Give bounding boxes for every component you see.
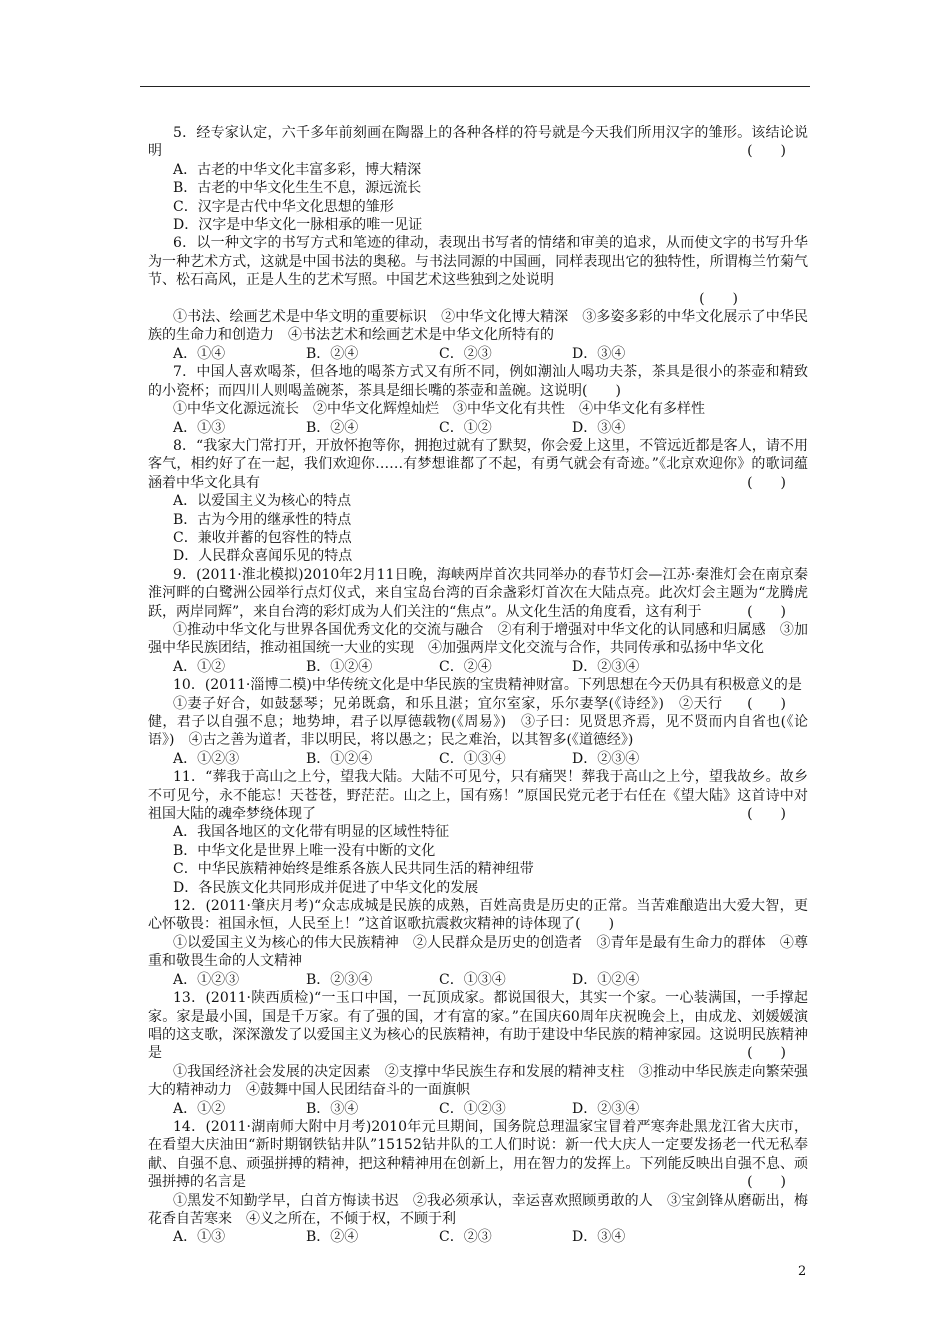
option-b: B．古为今用的继承性的特点 xyxy=(173,511,352,528)
option-d: D．汉字是中华文化一脉相承的唯一见证 xyxy=(173,217,423,234)
question-6 xyxy=(148,234,808,363)
header-rule xyxy=(140,86,810,87)
answer-paren: ( ) xyxy=(747,1045,786,1062)
option-a: A．①② xyxy=(173,1100,226,1117)
option-c: C．②④ xyxy=(439,658,492,675)
option-c: C．汉字是古代中华文化思想的雏形 xyxy=(173,198,394,215)
question-items: ①黑发不知勤学早，白首方悔读书迟 ②我必须承认，幸运喜欢照顾勇敢的人 ③宝剑锋从磨砺出，梅花香自苦寒来 ④义之所在，不倾于权，不顾于利 xyxy=(148,1192,808,1227)
answer-paren: ( ) xyxy=(747,603,786,620)
question-stem: 11．“葬我于高山之上兮，望我大陆。大陆不可见兮，只有痛哭！葬我于高山之上兮，望我故乡。故乡不可见兮，永不能忘！天苍苍，野茫茫。山之上，国有殇！”原国民党元老于右任在《望大陆》这首诗中对祖国大陆的魂牵梦绕体现了 xyxy=(148,769,808,823)
option-row xyxy=(148,1228,808,1246)
option-a: A．我国各地区的文化带有明显的区域性特征 xyxy=(173,824,450,841)
option-b: B．③④ xyxy=(306,1100,359,1117)
question-list xyxy=(148,124,808,1247)
answer-paren: ( ) xyxy=(747,806,786,823)
option-c: C．②③ xyxy=(439,1229,492,1246)
option-row xyxy=(148,345,808,363)
option-c: C．中华民族精神始终是维系各族人民共同生活的精神纽带 xyxy=(173,861,534,878)
option-a: A．以爱国主义为核心的特点 xyxy=(173,493,352,510)
question-stem: 7．中国人喜欢喝茶，但各地的喝茶方式又有所不同，例如潮汕人喝功夫茶，茶具是很小的茶壶和精致的小瓷杯；而四川人则喝盖碗茶，茶具是细长嘴的茶壶和盖碗。这说明( ) xyxy=(148,364,808,399)
question-14 xyxy=(148,1118,808,1247)
option-d: D．③④ xyxy=(572,345,626,362)
option-d: D．②③④ xyxy=(572,1100,640,1117)
answer-paren: ( ) xyxy=(747,474,786,491)
question-13 xyxy=(148,989,808,1118)
option-b: B．①②④ xyxy=(306,658,373,675)
option-row xyxy=(148,658,808,676)
option-row xyxy=(148,1100,808,1118)
option-d: D．各民族文化共同形成并促进了中华文化的发展 xyxy=(173,879,479,896)
option-d: D．③④ xyxy=(572,1229,626,1246)
option-a: A．①② xyxy=(173,658,226,675)
option-d: D．①②④ xyxy=(572,971,640,988)
option-c: C．兼收并蓄的包容性的特点 xyxy=(173,529,352,546)
option-row xyxy=(148,971,808,989)
question-5 xyxy=(148,124,808,234)
question-items: ①中华文化源远流长 ②中华文化辉煌灿烂 ③中华文化有共性 ④中华文化有多样性 xyxy=(173,401,705,418)
question-9 xyxy=(148,566,808,676)
page-number: 2 xyxy=(798,1264,807,1279)
question-items: ①以爱国主义为核心的伟大民族精神 ②人民群众是历史的创造者 ③青年是最有生命力的群体 ④尊重和敬畏生命的人文精神 xyxy=(148,934,808,970)
option-d: D．②③④ xyxy=(572,750,640,767)
option-b: B．②③④ xyxy=(306,971,373,988)
option-c: C．①③④ xyxy=(439,971,506,988)
option-a: A．①③ xyxy=(173,1229,226,1246)
question-stem: 12．(2011·肇庆月考)“众志成城是民族的成熟，百姓高贵是历史的正常。当苦难酿造出大爱大智，更心怀敬畏：祖国永恒，人民至上！”这首讴歌抗震救灾精神的诗体现了( ) xyxy=(148,898,808,933)
option-row xyxy=(148,419,808,437)
option-a: A．①②③ xyxy=(173,750,240,767)
question-7 xyxy=(148,363,808,437)
question-stem: 9．(2011·淮北模拟)2010年2月11日晚，海峡两岸首次共同举办的春节灯会—江苏·秦淮灯会在南京秦淮河畔的白鹭洲公园举行点灯仪式，来自宝岛台湾的百余盏彩灯首次在大陆点亮。此次灯会主题为“龙腾虎跃，两岸同辉”，来自台湾的彩灯成为人们关注的“焦点”。从文化生活的角度看，这有利于 xyxy=(148,566,808,620)
option-b: B．②④ xyxy=(306,419,359,436)
answer-paren: ( ) xyxy=(747,1174,786,1191)
question-8 xyxy=(148,437,808,566)
option-row xyxy=(148,750,808,768)
question-stem: 14．(2011·湖南师大附中月考)2010年元旦期间，国务院总理温家宝冒着严寒奔赴黑龙江省大庆市，在看望大庆油田“新时期钢铁钻井队”15152钻井队的工人们时说：新一代大庆人一定要发扬老一代无私奉献、自强不息、顽强拼搏的精神，把这种精神用在创新上，用在智力的发挥上。下列能反映出自强不息、顽强拼搏的名言是 xyxy=(148,1118,808,1191)
option-a: A．①③ xyxy=(173,419,226,436)
question-stem: 13．(2011·陕西质检)“一玉口中国，一瓦顶成家。都说国很大，其实一个家。一心装满国，一手撑起家。家是最小国，国是千万家。有了强的国，才有富的家。”在国庆60周年庆祝晚会上，由成龙、刘媛媛演唱的这支歌，深深激发了以爱国主义为核心的民族精神，有助于建设中华民族的精神家园。这说明民族精神是 xyxy=(148,990,808,1062)
option-b: B．古老的中华文化生生不息，源远流长 xyxy=(173,180,422,197)
option-d: D．②③④ xyxy=(572,658,640,675)
option-d: D．人民群众喜闻乐见的特点 xyxy=(173,548,353,565)
answer-paren: ( ) xyxy=(747,695,786,712)
question-items: ①推动中华文化与世界各国优秀文化的交流与融合 ②有利于增强对中华文化的认同感和归属感 ③加强中华民族团结，推动祖国统一大业的实现 ④加强两岸文化交流与合作，共同传承和弘扬中华文化 xyxy=(148,621,808,657)
option-a: A．①②③ xyxy=(173,971,240,988)
option-b: B．①②④ xyxy=(306,750,373,767)
question-items: ①我国经济社会发展的决定因素 ②支撑中华民族生存和发展的精神支柱 ③推动中华民族走向繁荣强大的精神动力 ④鼓舞中国人民团结奋斗的一面旗帜 xyxy=(148,1063,808,1099)
question-stem: 10．(2011·淄博二模)中华传统文化是中华民族的宝贵精神财富。下列思想在今天仍具有积极意义的是 xyxy=(173,677,802,694)
answer-paren: ( ) xyxy=(747,143,786,160)
option-a: A．古老的中华文化丰富多彩，博大精深 xyxy=(173,161,422,178)
option-c: C．②③ xyxy=(439,345,492,362)
option-b: B．中华文化是世界上唯一没有中断的文化 xyxy=(173,842,436,859)
option-b: B．②④ xyxy=(306,1229,359,1246)
question-11 xyxy=(148,768,808,897)
question-stem: 6．以一种文字的书写方式和笔迹的律动，表现出书写者的情绪和审美的追求，从而使文字的书写升华为一种艺术方式，这就是中国书法的奥秘。与书法同源的中国画，同样表现出它的独特性，所谓梅兰竹菊气节、松石高风，正是人生的艺术写照。中国艺术这些独到之处说明 xyxy=(148,235,808,289)
option-c: C．①②③ xyxy=(439,1100,506,1117)
question-stem: 8．“我家大门常打开，开放怀抱等你，拥抱过就有了默契，你会爱上这里，不管远近都是客人，请不用客气，相约好了在一起，我们欢迎你……有梦想谁都了不起，有勇气就会有奇迹。”《北京欢迎你》的歌词蕴涵着中华文化具有 xyxy=(148,437,808,491)
question-12 xyxy=(148,897,808,989)
question-items: ①妻子好合，如鼓瑟琴；兄弟既翕，和乐且湛；宜尔室家，乐尔妻孥(《诗经》) ②天行健，君子以自强不息；地势坤，君子以厚德载物(《周易》) ③子曰：见贤思齐焉，见不贤而内自省也(《论语》) ④古之善为道者，非以明民，将以愚之；民之难治，以其智多(《道德经》) xyxy=(148,695,808,749)
option-c: C．①② xyxy=(439,419,492,436)
answer-paren: ( ) xyxy=(699,290,738,307)
question-stem: 5．经专家认定，六千多年前刻画在陶器上的各种各样的符号就是今天我们所用汉字的雏形。该结论说明 xyxy=(148,125,808,160)
option-a: A．①④ xyxy=(173,345,226,362)
question-items: ①书法、绘画艺术是中华文明的重要标识 ②中华文化博大精深 ③多姿多彩的中华文化展示了中华民族的生命力和创造力 ④书法艺术和绘画艺术是中华文化所特有的 xyxy=(148,309,808,344)
option-c: C．①③④ xyxy=(439,750,506,767)
option-b: B．②④ xyxy=(306,345,359,362)
option-d: D．③④ xyxy=(572,419,626,436)
question-10 xyxy=(148,676,808,768)
